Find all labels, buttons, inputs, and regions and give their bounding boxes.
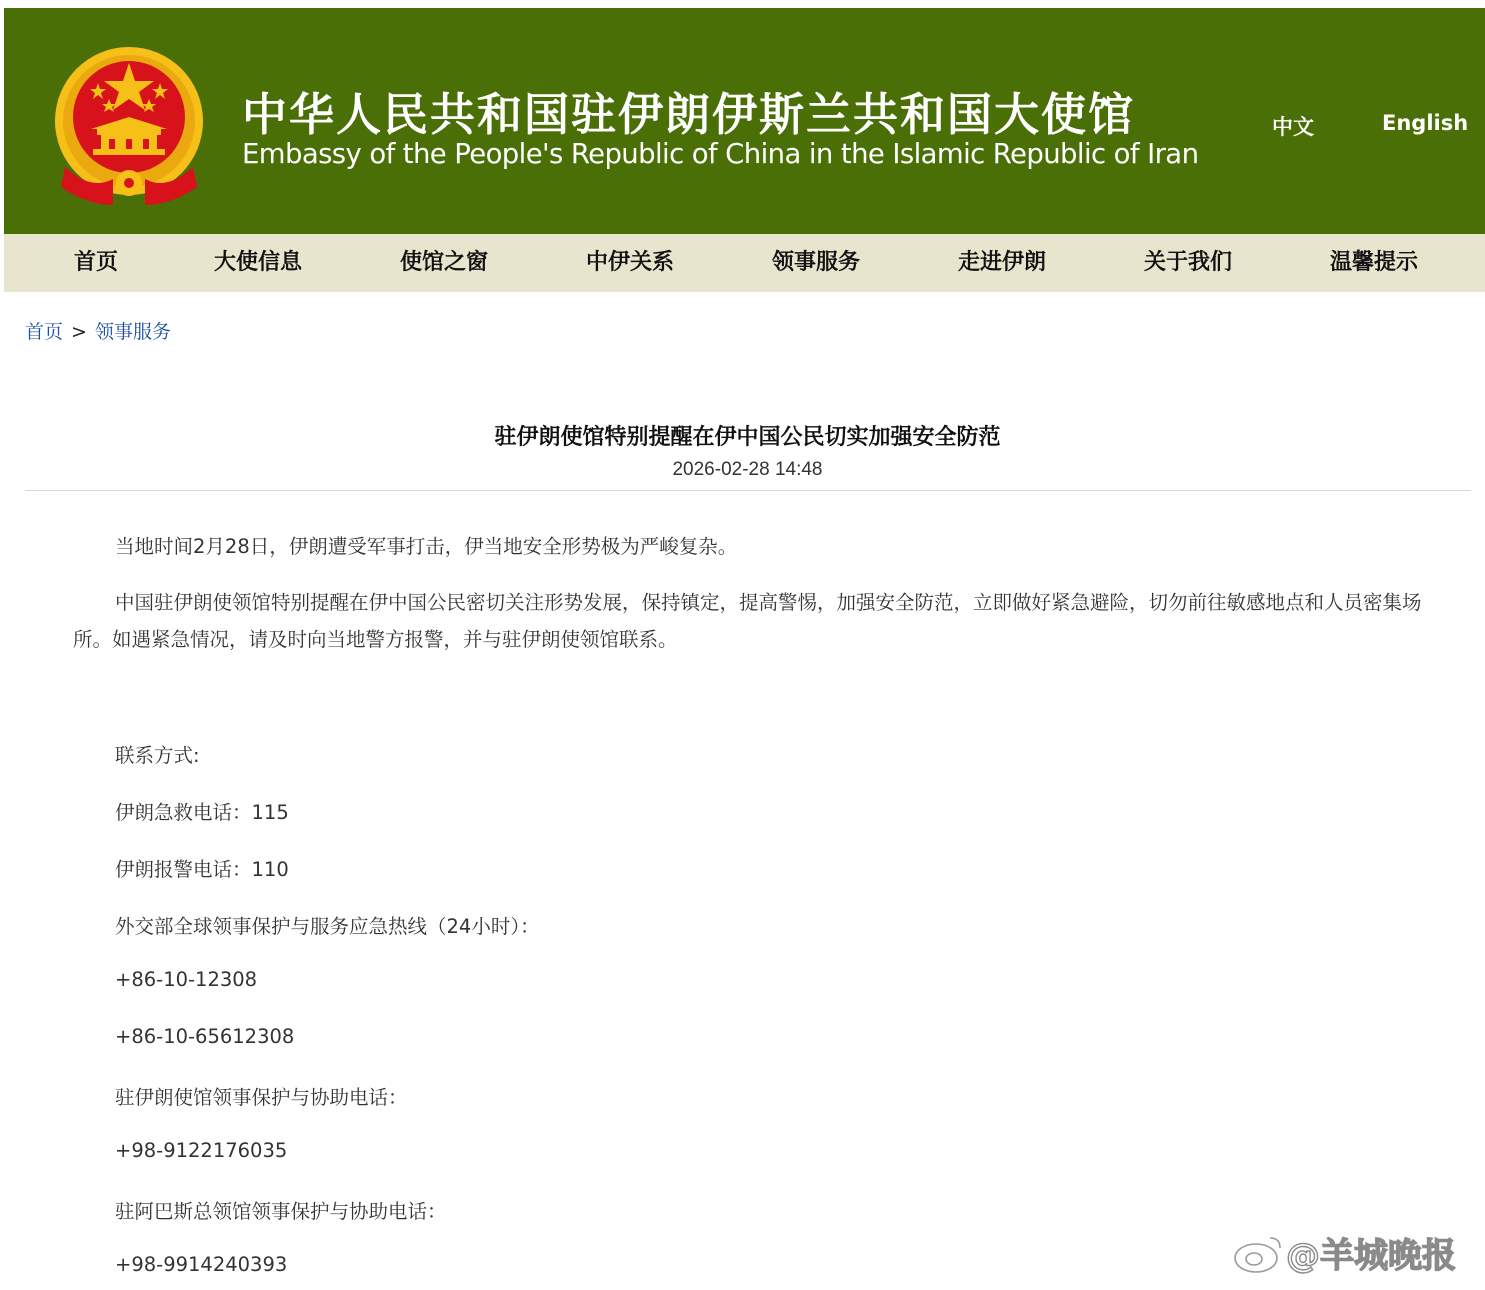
- contact-line: 伊朗报警电话：110: [115, 858, 289, 881]
- site-title-chinese: 中华人民共和国驻伊朗伊斯兰共和国大使馆: [242, 88, 1136, 141]
- weibo-watermark-logo: [1230, 1228, 1480, 1280]
- nav-item-china-iran-relations[interactable]: 中伊关系: [585, 250, 675, 275]
- language-chinese-link[interactable]: 中文: [1272, 115, 1314, 139]
- site-title-english: Embassy of the People's Republic of China in the Islamic Republic of Iran: [242, 138, 1199, 170]
- nav-item-home[interactable]: 首页: [73, 250, 119, 275]
- contact-line: 外交部全球领事保护与服务应急热线（24小时）：: [115, 915, 540, 938]
- nav-item-about-us[interactable]: 关于我们: [1143, 250, 1233, 275]
- svg-text:@羊城晚报: @羊城晚报: [1286, 1236, 1456, 1276]
- site-header: [4, 8, 1485, 234]
- contact-line: 驻伊朗使馆领事保护与协助电话：: [115, 1086, 408, 1109]
- article-paragraph: 当地时间2月28日，伊朗遭受军事打击，伊当地安全形势极为严峻复杂。: [115, 535, 738, 558]
- contact-heading: 联系方式:: [115, 744, 200, 767]
- contact-line: 伊朗急救电话：115: [115, 801, 289, 824]
- nav-item-tips[interactable]: 温馨提示: [1329, 250, 1419, 275]
- nav-item-ambassador[interactable]: 大使信息: [213, 250, 303, 275]
- nav-item-consular-services[interactable]: 领事服务: [771, 250, 861, 275]
- contact-line: +86-10-12308: [115, 968, 258, 991]
- article-title: 驻伊朗使馆特别提醒在伊中国公民切实加强安全防范: [494, 425, 1001, 450]
- nav-item-embassy-window[interactable]: 使馆之窗: [399, 250, 489, 275]
- contact-line: 驻阿巴斯总领馆领事保护与协助电话：: [115, 1200, 447, 1223]
- breadcrumb-current-link[interactable]: 领事服务: [94, 321, 171, 343]
- breadcrumb: [25, 317, 171, 344]
- breadcrumb-home-link[interactable]: 首页: [25, 321, 64, 343]
- main-nav: [4, 234, 1485, 292]
- language-english-link[interactable]: English: [1382, 111, 1469, 135]
- contact-line: +86-10-65612308: [115, 1025, 295, 1048]
- contact-line: +98-9122176035: [115, 1139, 288, 1162]
- national-emblem-icon[interactable]: [51, 41, 207, 207]
- article-paragraph: 中国驻伊朗使领馆特别提醒在伊中国公民密切关注形势发展，保持镇定，提高警惕，加强安全防范，立即做好紧急避险，切勿前往敏感地点和人员密集场所。如遇紧急情况，请及时向当地警方报警，并与驻伊朗使领馆联系。: [73, 591, 1422, 651]
- title-divider: [25, 490, 1471, 491]
- article-date: 2026-02-28 14:48: [672, 459, 823, 480]
- breadcrumb-separator: >: [71, 321, 87, 343]
- nav-item-about-iran[interactable]: 走进伊朗: [957, 250, 1047, 275]
- contact-line: +98-9914240393: [115, 1253, 288, 1276]
